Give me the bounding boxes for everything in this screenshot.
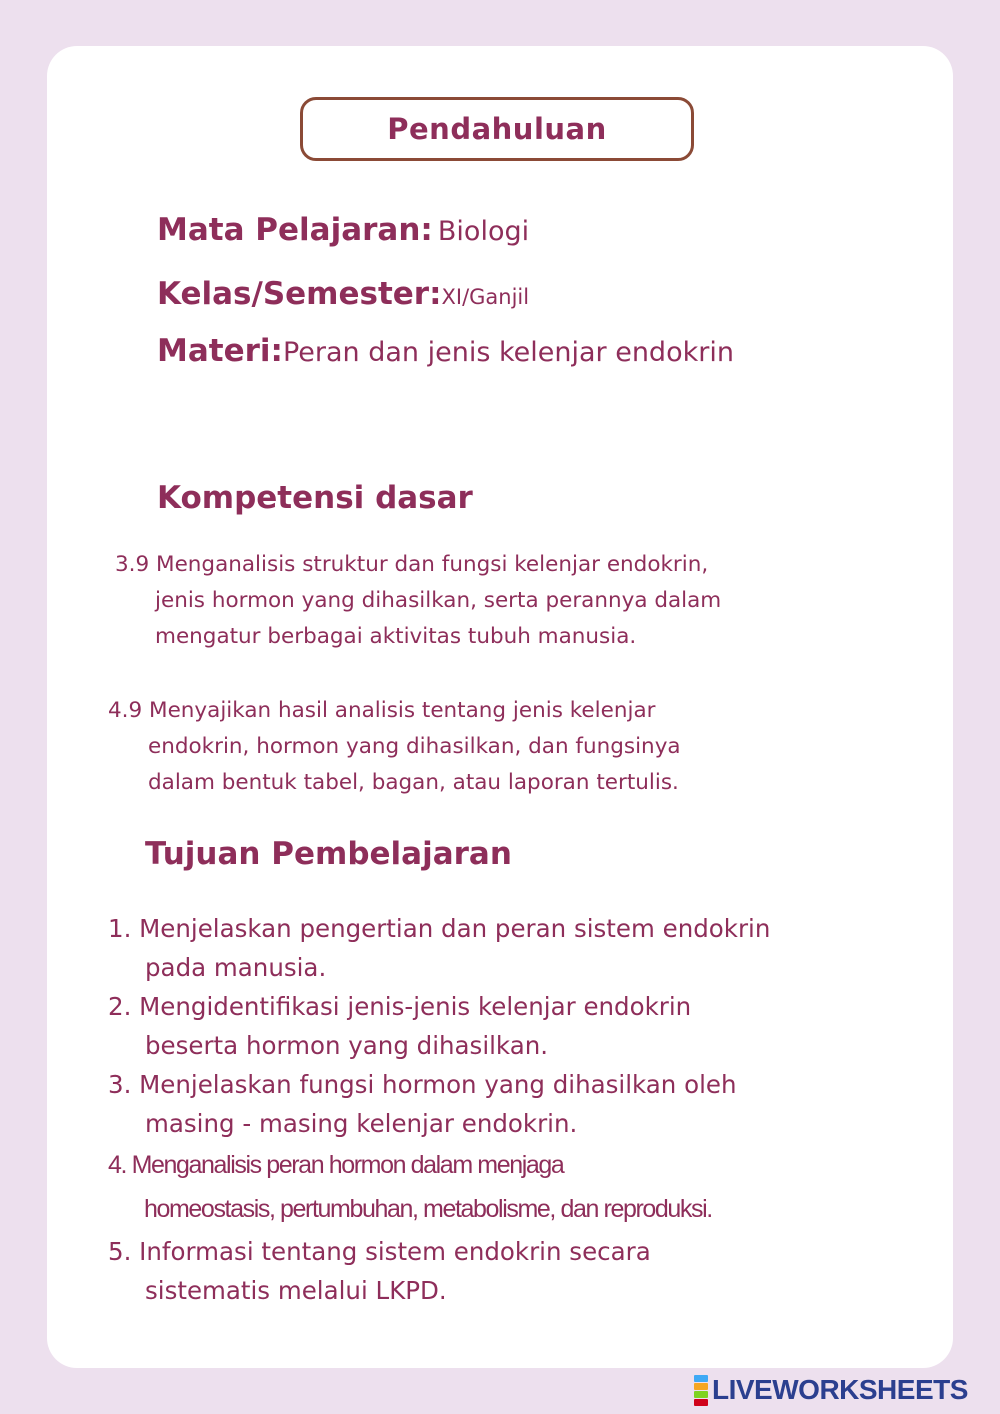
page-title: Pendahuluan (387, 112, 607, 146)
tujuan-item-line: 1. Menjelaskan pengertian dan peran sistem endokrin (108, 914, 771, 943)
tujuan-heading: Tujuan Pembelajaran (145, 836, 512, 872)
kompetensi-item (108, 693, 681, 801)
kompetensi-item (115, 547, 721, 655)
kompetensi-item-line: mengatur berbagai aktivitas tubuh manusia. (155, 624, 637, 649)
tujuan-item (108, 909, 770, 987)
tujuan-item-line: homeostasis, pertumbuhan, metabolisme, dan reproduksi. (144, 1195, 712, 1223)
subject-label: Mata Pelajaran: (157, 212, 433, 248)
liveworksheets-logo[interactable] (694, 1375, 968, 1405)
kompetensi-item-line: dalam bentuk tabel, bagan, atau laporan tertulis. (148, 770, 679, 795)
kompetensi-item-line: 4.9 Menyajikan hasil analisis tentang jenis kelenjar (108, 698, 656, 723)
kompetensi-item-line: jenis hormon yang dihasilkan, serta perannya dalam (155, 588, 722, 613)
kompetensi-item-line: 3.9 Menganalisis struktur dan fungsi kelenjar endokrin, (115, 552, 709, 577)
tujuan-item-line: 4. Menganalisis peran hormon dalam menjaga (108, 1151, 564, 1179)
tujuan-item-line: sistematis melalui LKPD. (145, 1276, 447, 1305)
class-row (157, 276, 529, 312)
logo-block (694, 1375, 708, 1382)
tujuan-item (108, 1232, 651, 1310)
section-title-box (300, 97, 694, 161)
liveworksheets-logo-icon (694, 1374, 708, 1406)
kompetensi-item-line: endokrin, hormon yang dihasilkan, dan fungsinya (148, 734, 681, 759)
material-row (157, 333, 734, 369)
subject-row (157, 212, 529, 248)
tujuan-item-line: masing - masing kelenjar endokrin. (145, 1109, 578, 1138)
tujuan-item-line: pada manusia. (145, 953, 327, 982)
tujuan-item-line: 2. Mengidentifikasi jenis-jenis kelenjar endokrin (108, 992, 692, 1021)
tujuan-item (108, 1065, 737, 1143)
logo-block (694, 1383, 708, 1390)
material-value: Peran dan jenis kelenjar endokrin (282, 337, 734, 368)
tujuan-item-line: 5. Informasi tentang sistem endokrin secara (108, 1237, 651, 1266)
tujuan-item (108, 987, 691, 1065)
subject-value: Biologi (437, 216, 530, 247)
tujuan-item-line: 3. Menjelaskan fungsi hormon yang dihasilkan oleh (108, 1070, 737, 1099)
tujuan-item (108, 1143, 712, 1231)
logo-block (694, 1391, 708, 1398)
kompetensi-heading: Kompetensi dasar (157, 480, 473, 516)
liveworksheets-logo-text: LIVEWORKSHEETS (712, 1374, 968, 1405)
class-label: Kelas/Semester: (157, 276, 442, 312)
class-value: XI/Ganjil (441, 285, 530, 309)
material-label: Materi: (157, 333, 283, 369)
logo-block (694, 1399, 708, 1406)
tujuan-item-line: beserta hormon yang dihasilkan. (145, 1031, 549, 1060)
